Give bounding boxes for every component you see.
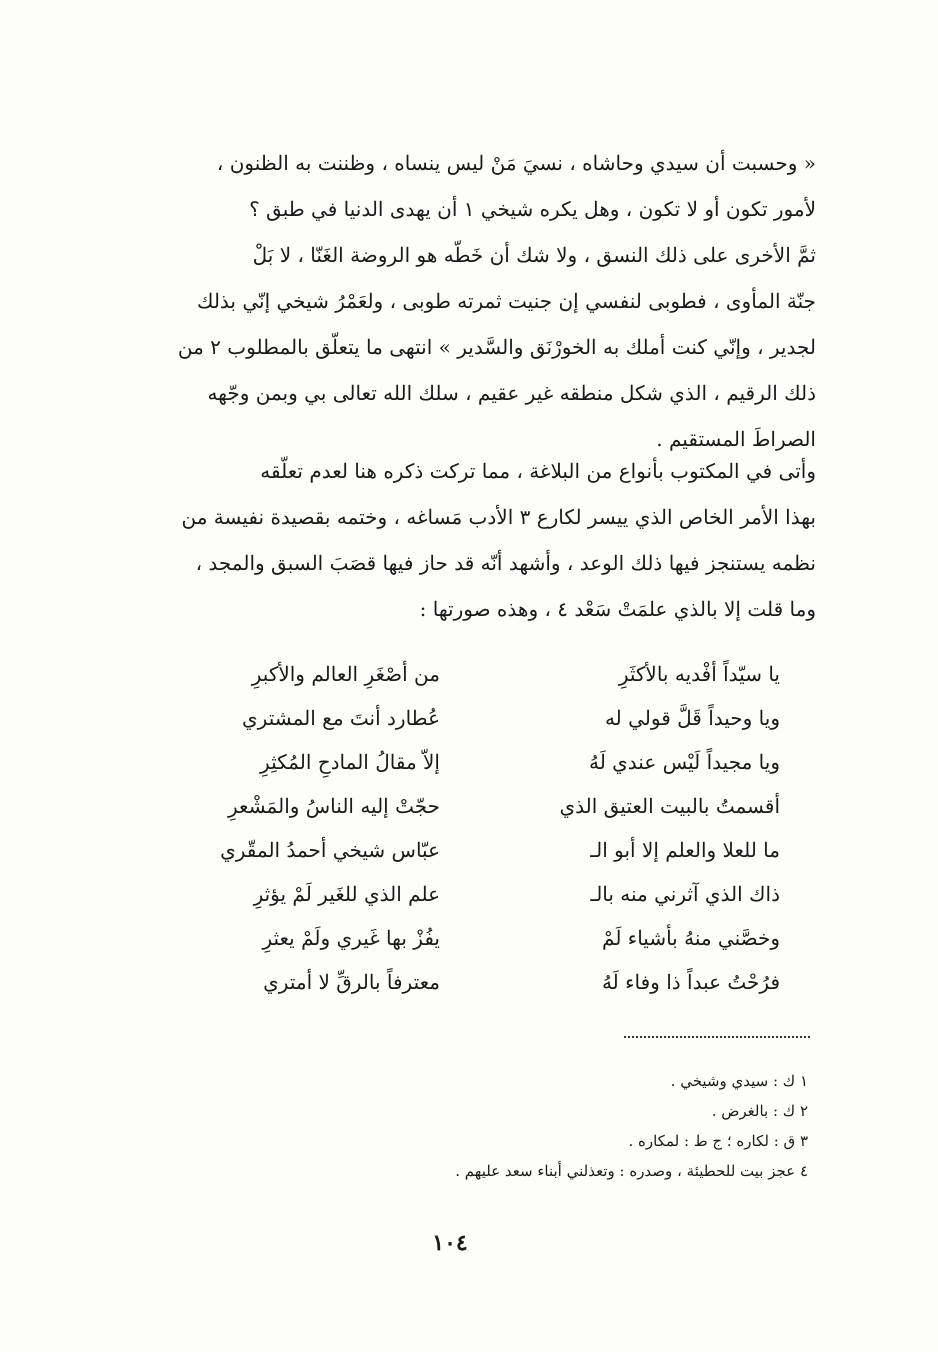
- paragraph-2: [104, 448, 816, 632]
- footnote: ٣ ق : لكاره ؛ ج ط : لمكاره .: [628, 1132, 808, 1150]
- verse-first-half: وخصَّني منهُ بأشياء لَمْ: [602, 926, 780, 950]
- text-line: جنّة المأوى ، فطوبى لنفسي إن جنيت ثمرته طوبى ، ولعَمْرُ شيخي إنّي بذلك: [196, 289, 816, 313]
- poem-verse: [140, 872, 780, 916]
- footnote: ١ ك : سيدي وشيخي .: [670, 1072, 808, 1090]
- poem-verse: [140, 740, 780, 784]
- footnotes: [300, 1066, 808, 1186]
- paragraph-1: [104, 140, 816, 462]
- text-line: وأتى في المكتوب بأنواع من البلاغة ، مما تركت ذكره هنا لعدم تعلّقه: [260, 459, 816, 483]
- verse-first-half: ويا مجيداً لَيْس عندي لَهُ: [588, 750, 780, 774]
- footnote: ٢ ك : بالغرض .: [711, 1102, 808, 1120]
- verse-first-half: أقسمتُ بالبيت العتيق الذي: [559, 794, 780, 818]
- poem-verse: [140, 784, 780, 828]
- verse-first-half: ذاك الذي آثرني منه بالـ: [590, 882, 780, 906]
- poem-verse: [140, 960, 780, 1004]
- verse-second-half: حجّتْ إليه الناسُ والمَشْعرِ: [228, 794, 440, 818]
- text-line: وما قلت إلا بالذي علمَتْ سَعْد ٤ ، وهذه صورتها :: [419, 597, 816, 621]
- footnote: ٤ عجز بيت للحطيئة ، وصدره : وتعذلني أبناء سعد عليهم .: [455, 1162, 808, 1180]
- verse-second-half: إلاّ مقالُ المادحِ المُكثِرِ: [260, 750, 440, 774]
- text-line: نظمه يستنجز فيها ذلك الوعد ، وأشهد أنّه قد حاز فيها قصَبَ السبق والمجد ،: [195, 551, 816, 575]
- text-line: ذلك الرقيم ، الذي شكل منطقه غير عقيم ، سلك الله تعالى بي وبمن وجّهه: [207, 381, 816, 405]
- text-line: الصراطَ المستقيم .: [656, 427, 816, 451]
- poem: [140, 652, 780, 1004]
- verse-first-half: ويا وحيداً قَلَّ قولي له: [604, 706, 780, 730]
- text-line: « وحسبت أن سيدي وحاشاه ، نسيَ مَنْ ليس ينساه ، وظننت به الظنون ،: [216, 151, 816, 175]
- verse-second-half: عبّاس شيخي أحمدُ المقّري: [220, 838, 440, 862]
- verse-second-half: يفُزْ بها غَيري ولَمْ يعثرِ: [262, 926, 440, 950]
- verse-second-half: من أصْغَرِ العالم والأكبرِ: [251, 662, 440, 686]
- poem-verse: [140, 828, 780, 872]
- verse-first-half: فرُحْتُ عبداً ذا وفاء لَهُ: [601, 970, 780, 994]
- verse-first-half: يا سيّداً أفْديه بالأكثَرِ: [618, 662, 780, 686]
- text-line: بهذا الأمر الخاص الذي ييسر لكارع ٣ الأدب مَساغه ، وختمه بقصيدة نفيسة من: [181, 505, 816, 529]
- page-number: ١٠٤: [432, 1230, 468, 1256]
- verse-second-half: معترفاً بالرقِّ لا أمتري: [263, 970, 440, 994]
- poem-verse: [140, 696, 780, 740]
- verse-second-half: عُطارد أنتَ مع المشتري: [242, 706, 440, 730]
- poem-verse: [140, 652, 780, 696]
- footnote-divider: [624, 1036, 810, 1038]
- verse-second-half: علم الذي للغَير لَمْ يؤثرِ: [253, 882, 440, 906]
- text-line: ثمَّ الأخرى على ذلك النسق ، ولا شك أن خَطّه هو الروضة الغَنّا ، لا بَلْ: [252, 243, 816, 267]
- poem-verse: [140, 916, 780, 960]
- text-line: لجدير ، وإنّي كنت أملك به الخورْنَق والسَّدير » انتهى ما يتعلّق بالمطلوب ٢ من: [177, 335, 816, 359]
- verse-first-half: ما للعلا والعلم إلا أبو الـ: [590, 838, 780, 862]
- text-line: لأمور تكون أو لا تكون ، وهل يكره شيخي ١ أن يهدى الدنيا في طبق ؟: [249, 197, 816, 221]
